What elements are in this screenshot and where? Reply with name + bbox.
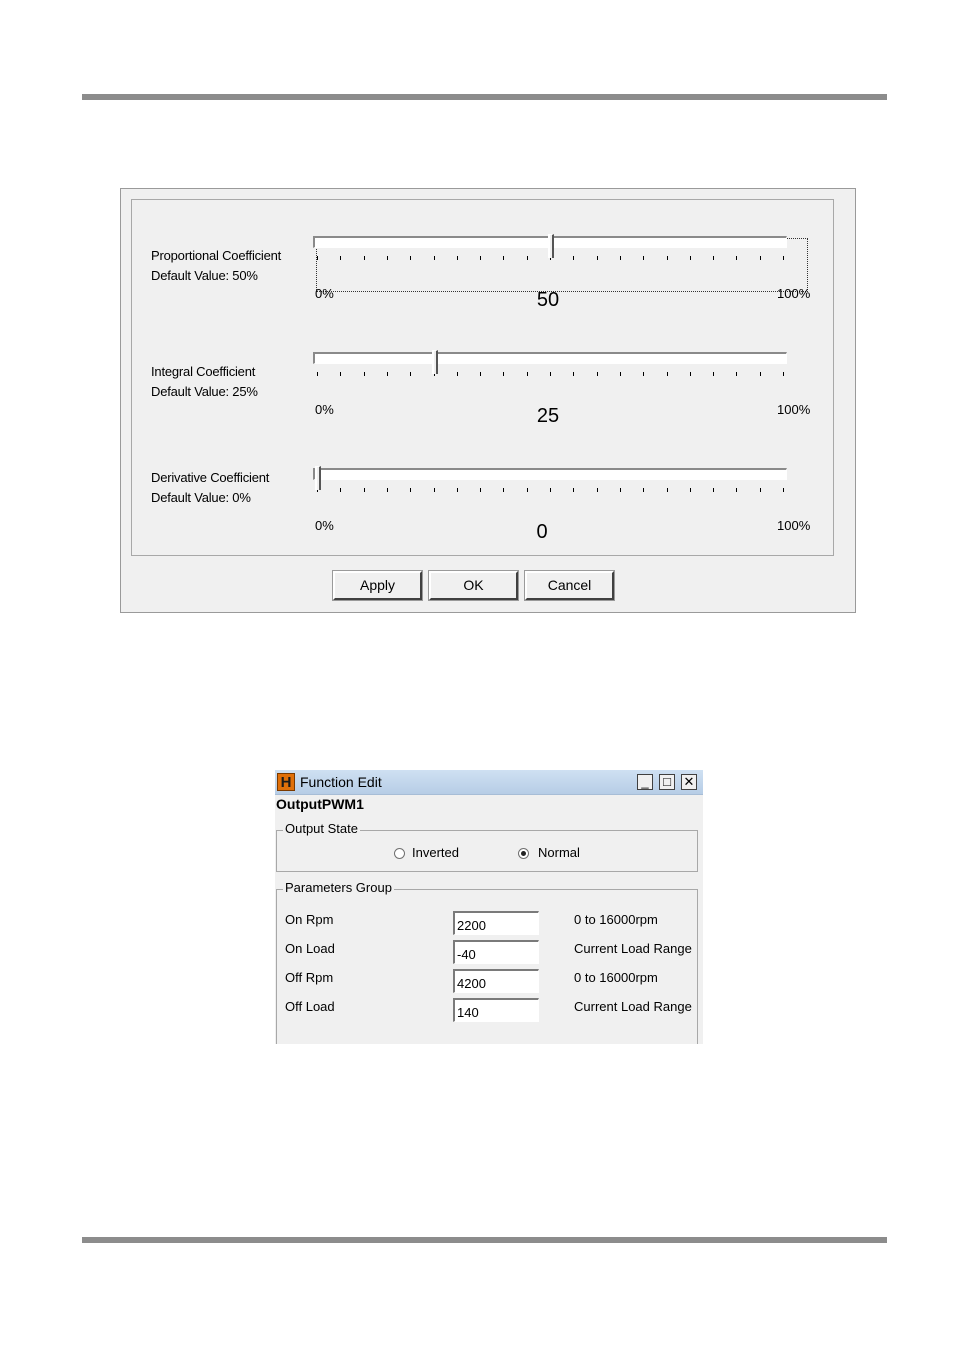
off-load-range: Current Load Range xyxy=(574,999,692,1014)
tick-mark xyxy=(620,488,621,492)
tick-mark xyxy=(573,488,574,492)
tick-mark xyxy=(783,256,784,260)
tick-mark xyxy=(480,256,481,260)
tick-mark xyxy=(480,372,481,376)
tick-mark xyxy=(713,256,714,260)
slider-ticks xyxy=(317,488,783,496)
tick-mark xyxy=(340,256,341,260)
function-edit-window xyxy=(275,770,703,1044)
apply-button[interactable]: Apply xyxy=(333,571,422,600)
tick-mark xyxy=(597,372,598,376)
tick-mark xyxy=(573,256,574,260)
tick-mark xyxy=(340,372,341,376)
tick-mark xyxy=(434,488,435,492)
title-bar[interactable] xyxy=(275,770,703,795)
tick-mark xyxy=(667,488,668,492)
tick-mark xyxy=(620,372,621,376)
on-rpm-input[interactable] xyxy=(453,911,539,935)
close-icon[interactable]: ✕ xyxy=(681,774,697,790)
tick-mark xyxy=(736,256,737,260)
integral-min-label: 0% xyxy=(315,402,334,417)
derivative-default-label: Default Value: 0% xyxy=(151,490,251,505)
derivative-min-label: 0% xyxy=(315,518,334,533)
integral-coefficient-label: Integral Coefficient xyxy=(151,364,256,379)
app-logo-icon: H xyxy=(277,773,295,791)
page-bottom-rule xyxy=(82,1237,887,1243)
window-title: Function Edit xyxy=(300,774,382,790)
tick-mark xyxy=(410,256,411,260)
output-state-legend: Output State xyxy=(285,821,358,836)
tick-mark xyxy=(527,372,528,376)
tick-mark xyxy=(503,372,504,376)
off-load-input[interactable] xyxy=(453,998,539,1022)
normal-radio[interactable] xyxy=(518,848,529,859)
inverted-radio[interactable] xyxy=(394,848,405,859)
tick-mark xyxy=(387,256,388,260)
tick-mark xyxy=(760,372,761,376)
function-name: OutputPWM1 xyxy=(276,796,364,812)
tick-mark xyxy=(527,488,528,492)
on-rpm-range: 0 to 16000rpm xyxy=(574,912,658,927)
tick-mark xyxy=(364,256,365,260)
tick-mark xyxy=(736,488,737,492)
off-load-label: Off Load xyxy=(285,999,335,1014)
tick-mark xyxy=(410,488,411,492)
output-state-group xyxy=(276,821,698,872)
proportional-min-label: 0% xyxy=(315,286,334,301)
proportional-default-label: Default Value: 50% xyxy=(151,268,258,283)
tick-mark xyxy=(690,488,691,492)
on-load-label: On Load xyxy=(285,941,335,956)
tick-mark xyxy=(457,488,458,492)
tick-mark xyxy=(550,372,551,376)
integral-value: 25 xyxy=(536,405,560,427)
slider-track[interactable] xyxy=(313,352,787,364)
tick-mark xyxy=(457,372,458,376)
on-load-range: Current Load Range xyxy=(574,941,692,956)
parameters-legend: Parameters Group xyxy=(285,880,392,895)
slider-thumb[interactable] xyxy=(548,234,554,258)
tick-mark xyxy=(667,372,668,376)
tick-mark xyxy=(550,488,551,492)
slider-track[interactable] xyxy=(313,468,787,480)
on-rpm-label: On Rpm xyxy=(285,912,334,927)
coefficients-frame xyxy=(131,199,834,556)
tick-mark xyxy=(434,256,435,260)
tick-mark xyxy=(760,256,761,260)
slider-thumb[interactable] xyxy=(432,350,438,374)
tick-mark xyxy=(503,256,504,260)
tick-mark xyxy=(573,372,574,376)
tick-mark xyxy=(317,372,318,376)
proportional-coefficient-label: Proportional Coefficient xyxy=(151,248,282,263)
proportional-value: 50 xyxy=(536,289,560,311)
tick-mark xyxy=(690,372,691,376)
normal-label[interactable]: Normal xyxy=(538,845,580,860)
tick-mark xyxy=(620,256,621,260)
tick-mark xyxy=(364,488,365,492)
parameters-group xyxy=(276,880,698,1044)
derivative-coefficient-label: Derivative Coefficient xyxy=(151,470,270,485)
cancel-button[interactable]: Cancel xyxy=(525,571,614,600)
tick-mark xyxy=(713,488,714,492)
tick-mark xyxy=(667,256,668,260)
on-load-input[interactable] xyxy=(453,940,539,964)
maximize-icon[interactable]: □ xyxy=(659,774,675,790)
tick-mark xyxy=(480,488,481,492)
ok-button[interactable]: OK xyxy=(429,571,518,600)
tick-mark xyxy=(527,256,528,260)
tick-mark xyxy=(597,488,598,492)
tick-mark xyxy=(410,372,411,376)
minimize-icon[interactable]: _ xyxy=(637,774,653,790)
tick-mark xyxy=(783,372,784,376)
tick-mark xyxy=(340,488,341,492)
pid-coefficients-dialog xyxy=(120,188,856,613)
tick-mark xyxy=(457,256,458,260)
tick-mark xyxy=(364,372,365,376)
derivative-value: 0 xyxy=(536,521,548,543)
inverted-label[interactable]: Inverted xyxy=(412,845,459,860)
slider-ticks xyxy=(317,372,783,380)
tick-mark xyxy=(643,488,644,492)
tick-mark xyxy=(387,488,388,492)
off-rpm-input[interactable] xyxy=(453,969,539,993)
off-rpm-range: 0 to 16000rpm xyxy=(574,970,658,985)
tick-mark xyxy=(597,256,598,260)
tick-mark xyxy=(387,372,388,376)
derivative-max-label: 100% xyxy=(777,518,811,533)
tick-mark xyxy=(643,256,644,260)
page-top-rule xyxy=(82,94,887,100)
tick-mark xyxy=(736,372,737,376)
tick-mark xyxy=(713,372,714,376)
slider-thumb[interactable] xyxy=(315,466,321,490)
tick-mark xyxy=(690,256,691,260)
tick-mark xyxy=(503,488,504,492)
tick-mark xyxy=(760,488,761,492)
proportional-max-label: 100% xyxy=(777,286,811,301)
integral-max-label: 100% xyxy=(777,402,811,417)
off-rpm-label: Off Rpm xyxy=(285,970,334,985)
tick-mark xyxy=(783,488,784,492)
tick-mark xyxy=(317,256,318,260)
tick-mark xyxy=(643,372,644,376)
integral-default-label: Default Value: 25% xyxy=(151,384,258,399)
